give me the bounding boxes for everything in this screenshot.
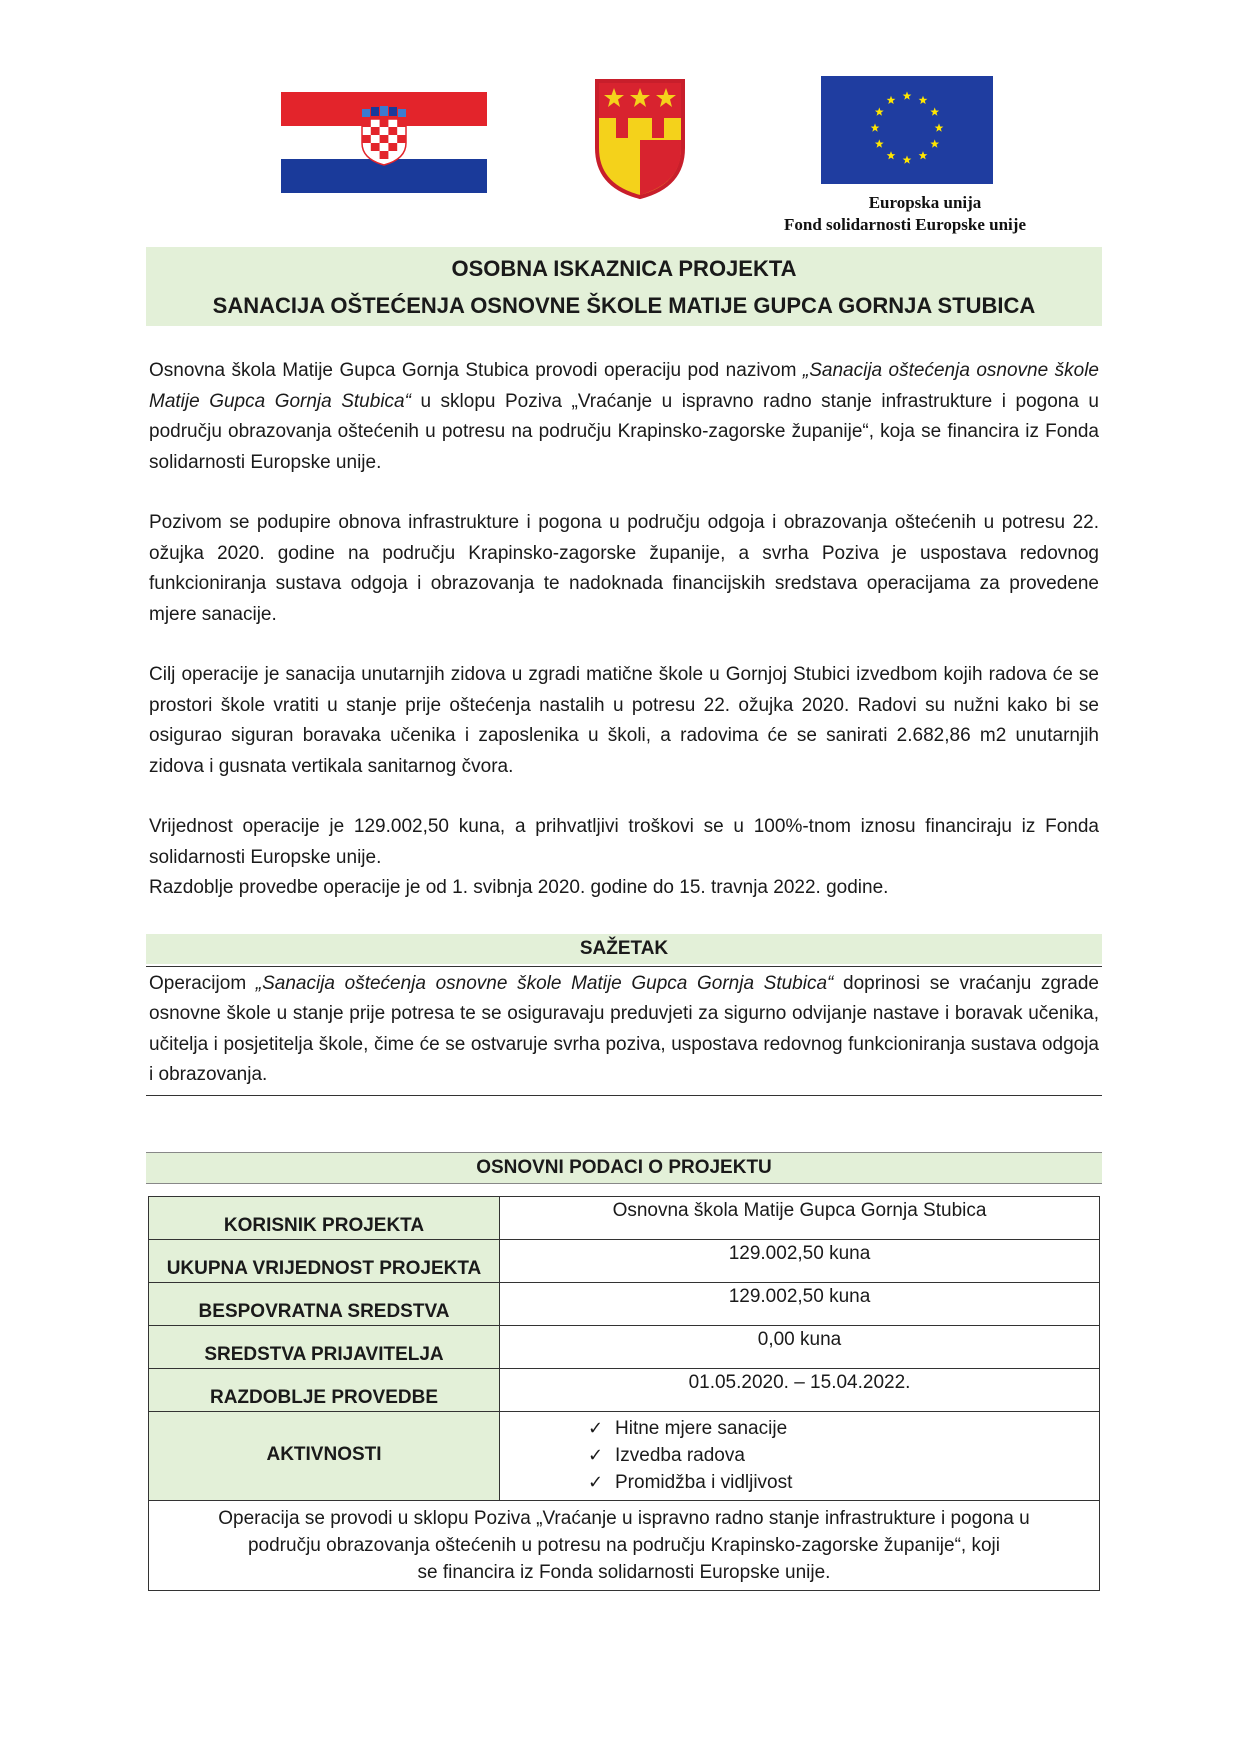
activities-row <box>149 1411 1100 1500</box>
check-icon: ✓ <box>588 1444 604 1465</box>
summary-operation-name: „Sanacija oštećenja osnovne škole Matije Gupca Gornja Stubica“ <box>255 972 834 994</box>
row-label: BESPOVRATNA SREDSTVA <box>149 1282 500 1325</box>
check-icon: ✓ <box>588 1471 604 1492</box>
basic-data-table <box>148 1196 1100 1591</box>
activity-item <box>588 1469 1099 1496</box>
table-row <box>149 1368 1100 1411</box>
activity-label: Hitne mjere sanacije <box>615 1417 788 1439</box>
document-body <box>146 247 1102 1591</box>
eu-flag-icon <box>821 76 993 184</box>
check-icon: ✓ <box>588 1417 604 1438</box>
table-row <box>149 1239 1100 1282</box>
table-row <box>149 1196 1100 1239</box>
intro-p1-text-a: Osnovna škola Matije Gupca Gornja Stubica provodi operaciju pod nazivom <box>149 360 803 381</box>
project-title-box <box>146 247 1102 326</box>
row-label: SREDSTVA PRIJAVITELJA <box>149 1325 500 1368</box>
activities-list <box>588 1415 1099 1496</box>
period-sentence: Razdoblje provedbe operacije je od 1. svibnja 2020. godine do 15. travnja 2022. godine. <box>149 877 889 898</box>
summary-box <box>146 966 1102 1096</box>
activity-item <box>588 1415 1099 1442</box>
eu-caption <box>755 192 1055 236</box>
croatia-flag-icon <box>281 92 487 193</box>
row-value: Osnovna škola Matije Gupca Gornja Stubica <box>500 1196 1100 1239</box>
activities-cell <box>500 1411 1100 1500</box>
table-row <box>149 1325 1100 1368</box>
row-value: 129.002,50 kuna <box>500 1282 1100 1325</box>
activity-item <box>588 1442 1099 1469</box>
summary-text-b: doprinosi se vraćanju zgrade osnovne škole u stanje prije potresa te se osiguravaju preduvjeti za sigurno odvijanje nastave i boravak učenika, učitelja i posjetitelja škole, čime će se ostvaruje svrha poziva, uspostava redovnog funkcioniranja sustava odgoja i obrazovanja. <box>149 972 1100 1085</box>
activity-label: Promidžba i vidljivost <box>615 1471 793 1493</box>
eu-caption-line1: Europska unija <box>868 193 982 212</box>
logo-strip <box>0 0 1240 240</box>
intro-p1-text-b: u sklopu Poziva „Vraćanje u ispravno radno stanje infrastrukture i pogona u području obrazovanja oštećenih u potresu na području Krapinsko-zagorske županije“, koja se financira iz Fonda solidarnosti Europske unije. <box>149 390 1099 473</box>
summary-text-a: Operacijom <box>149 972 256 994</box>
activities-label: AKTIVNOSTI <box>149 1411 500 1500</box>
note-row <box>149 1500 1100 1590</box>
county-coat-of-arms-icon <box>594 78 686 200</box>
row-label: RAZDOBLJE PROVEDBE <box>149 1368 500 1411</box>
eu-caption-line2: Fond solidarnosti Europske unije <box>783 215 1026 234</box>
basic-data-heading: OSNOVNI PODACI O PROJEKTU <box>146 1152 1102 1184</box>
value-sentence: Vrijednost operacije je 129.002,50 kuna, a prihvatljivi troškovi se u 100%-tnom iznosu financiraju iz Fonda solidarnosti Europske unije. <box>149 816 1099 868</box>
summary-heading: SAŽETAK <box>146 934 1102 964</box>
intro-paragraph-4 <box>149 812 1099 904</box>
row-value: 129.002,50 kuna <box>500 1239 1100 1282</box>
row-label: KORISNIK PROJEKTA <box>149 1196 500 1239</box>
title-line1: OSOBNA ISKAZNICA PROJEKTA <box>451 256 797 281</box>
table-row <box>149 1282 1100 1325</box>
row-value: 0,00 kuna <box>500 1325 1100 1368</box>
intro-paragraph-1 <box>149 356 1099 478</box>
funding-note <box>149 1500 1100 1590</box>
intro-paragraph-2: Pozivom se podupire obnova infrastrukture i pogona u području odgoja i obrazovanja oštećenih u potresu 22. ožujka 2020. godine na području Krapinsko-zagorske županije, a svrha Poziva je uspostava redovnog funkcioniranja sustava odgoja i obrazovanja te nadoknada financijskih sredstava operacijama za provedene mjere sanacije. <box>149 512 1099 625</box>
row-label: UKUPNA VRIJEDNOST PROJEKTA <box>149 1239 500 1282</box>
note-line3: se financira iz Fonda solidarnosti Europske unije. <box>417 1561 831 1583</box>
title-line2: SANACIJA OŠTEĆENJA OSNOVNE ŠKOLE MATIJE GUPCA GORNJA STUBICA <box>212 293 1036 318</box>
row-value: 01.05.2020. – 15.04.2022. <box>500 1368 1100 1411</box>
intro-paragraph-3: Cilj operacije je sanacija unutarnjih zidova u zgradi matične škole u Gornjoj Stubici izvedbom kojih radova će se prostori škole vratiti u stanje prije oštećenja nastalih u potresu 22. ožujka 2020. Radovi su nužni kako bi se osigurao siguran boravaka učenika i zaposlenika u školi, a radovima će se sanirati 2.682,86 m2 unutarnjih zidova i gusnata vertikala sanitarnog čvora. <box>149 664 1099 777</box>
intro-p1-operation-name: „Sanacija oštećenja osnovne škole Matije Gupca Gornja Stubica“ <box>149 360 1099 412</box>
activity-label: Izvedba radova <box>615 1444 745 1466</box>
note-line1: Operacija se provodi u sklopu Poziva „Vraćanje u ispravno radno stanje infrastrukture i pogona u <box>218 1507 1030 1529</box>
note-line2: području obrazovanja oštećenih u potresu na području Krapinsko-zagorske županije“, koji <box>247 1534 1000 1556</box>
summary-text <box>149 969 1099 1091</box>
